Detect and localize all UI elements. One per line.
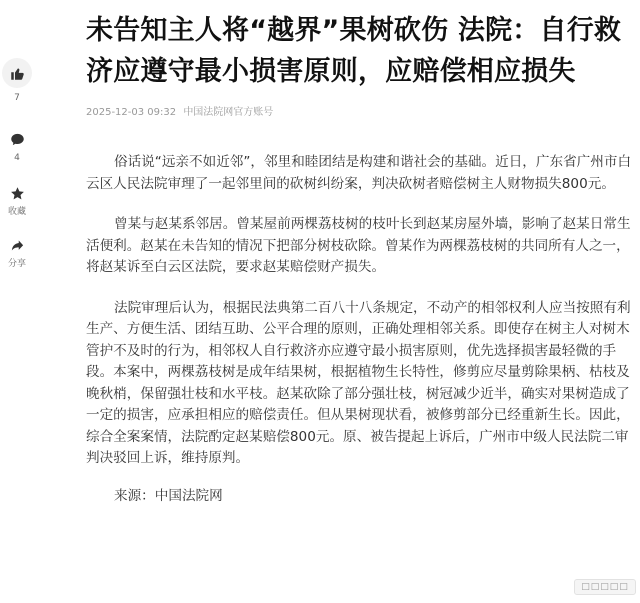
favorite-button[interactable] [0, 186, 34, 217]
paragraph-ruling: 法院审理后认为，根据民法典第二百八十八条规定，不动产的相邻权利人应当按照有利生产、方便生活、团结互助、公平合理的原则，正确处理相邻关系。即使存在树主人对树木管护不及时的行为，相邻权人自行救济亦应遵守最小损害原则，优先选择损害最轻微的手段。本案中，两棵荔枝树是成年结果树，根据植物生长特性，修剪应尽量剪除果柄、枯枝及晚秋梢，保留强壮枝和水平枝。赵某砍除了部分强壮枝，树冠减少近半，确实对果树造成了一定的损害，应承担相应的赔偿责任。但从果树现状看，被修剪部分已经重新生长。因此，综合全案案情，法院酌定赵某赔偿800元。原、被告提起上诉后，广州市中级人民法院二审判决驳回上诉，维持原判。 [86, 299, 631, 466]
like-button[interactable] [0, 58, 34, 103]
paragraph-facts: 曾某与赵某系邻居。曾某屋前两棵荔枝树的枝叶长到赵某房屋外墙，影响了赵某日常生活便利。赵某在未告知的情况下把部分树枝砍除。曾某作为两棵荔枝树的共同所有人之一，将赵某诉至白云区法院，要求赵某赔偿财产损失。 [86, 216, 631, 275]
like-circle [2, 58, 32, 88]
fullscreen-button[interactable]: □□□□□ [574, 579, 636, 595]
article [86, 0, 634, 504]
thumbs-up-icon [10, 66, 25, 81]
share-button[interactable] [0, 238, 34, 269]
share-label: 分享 [7, 259, 26, 269]
like-count: 7 [14, 93, 20, 103]
article-title: 未告知主人将“越界”果树砍伤 法院：自行救济应遵守最小损害原则，应赔偿相应损失 [86, 15, 622, 87]
author-account[interactable]: 中国法院网官方账号 [183, 107, 274, 118]
comment-button[interactable] [0, 132, 34, 163]
comment-icon [10, 132, 25, 147]
article-source: 来源：中国法院网 [114, 487, 223, 504]
share-icon [10, 238, 25, 253]
article-meta [86, 106, 634, 120]
paragraph-intro: 俗话说“远亲不如近邻”，邻里和睦团结是构建和谐社会的基础。近日，广东省广州市白云区人民法院审理了一起邻里间的砍树纠纷案，判决砍树者赔偿树主人财物损失800元。 [86, 154, 632, 192]
comment-count: 4 [14, 153, 20, 163]
favorite-label: 收藏 [7, 207, 26, 217]
publish-date: 2025-12-03 09:32 [86, 107, 177, 118]
star-icon [10, 186, 25, 201]
